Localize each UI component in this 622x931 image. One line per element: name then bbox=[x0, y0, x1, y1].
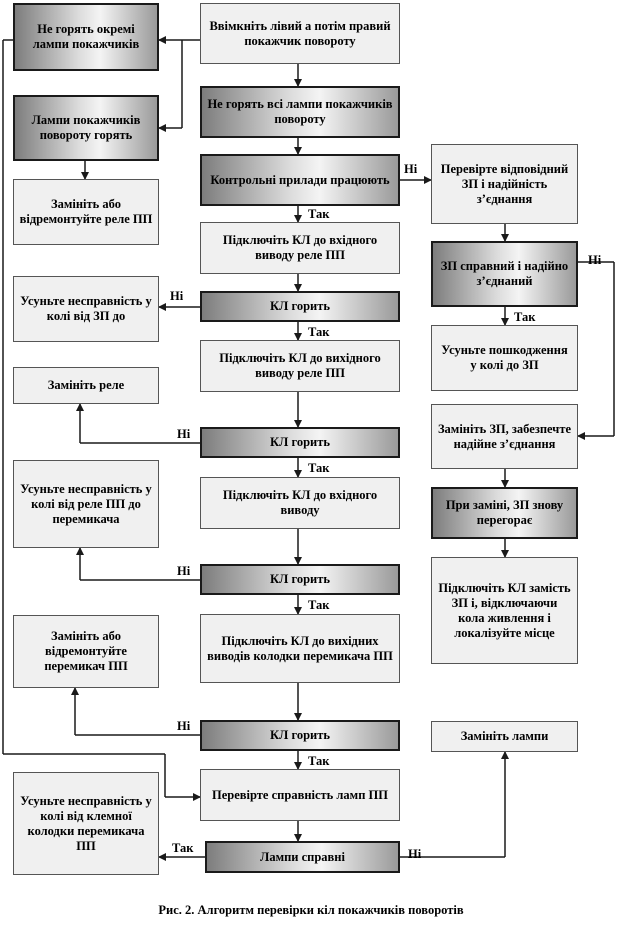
condition-kl-lights-2: КЛ горить bbox=[200, 427, 400, 458]
action-fix-circuit-from-terminal-block: Усуньте несправність у колі від клемної колодки перемикача ПП bbox=[13, 772, 159, 875]
label-yes: Так bbox=[308, 754, 330, 768]
condition-kl-lights-1: КЛ горить bbox=[200, 291, 400, 322]
action-replace-relay: Замініть реле bbox=[13, 367, 159, 404]
figure-caption: Рис. 2. Алгоритм перевірки кіл покажчиків поворотів bbox=[158, 903, 464, 917]
step-check-fuse: Перевірте відповідний ЗП і надійність з’єднання bbox=[431, 144, 578, 224]
step-check-lamps: Перевірте справність ламп ПП bbox=[200, 769, 400, 821]
step-turn-on-indicators: Ввімкніть лівий а потім правий покажчик повороту bbox=[200, 3, 400, 64]
condition-lamps-ok: Лампи справні bbox=[205, 841, 400, 873]
action-fix-damage-to-fuse: Усуньте пошкодження у колі до ЗП bbox=[431, 325, 578, 391]
action-fix-circuit-relay-to-switch: Усуньте несправність у колі від реле ПП до перемикача bbox=[13, 460, 159, 548]
label-no: Ні bbox=[404, 162, 418, 176]
action-replace-relay-pp: Замініть або відремонтуйте реле ПП bbox=[13, 179, 159, 245]
action-repair-switch-pp: Замініть або відремонтуйте перемикач ПП bbox=[13, 615, 159, 688]
label-yes: Так bbox=[308, 598, 330, 612]
label-no: Ні bbox=[177, 719, 191, 733]
step-connect-kl-switch-outputs: Підключіть КЛ до вихідних виводів колодки перемикача ПП bbox=[200, 614, 400, 683]
step-connect-kl-input: Підключіть КЛ до вхідного виводу bbox=[200, 477, 400, 529]
condition-fuse-ok: ЗП справний і надійно з’єднаний bbox=[431, 241, 578, 307]
label-yes: Так bbox=[514, 310, 536, 324]
condition-kl-lights-3: КЛ горить bbox=[200, 564, 400, 595]
step-connect-kl-instead-of-fuse: Підключіть КЛ замість ЗП і, відключаючи кола живлення і локалізуйте місце bbox=[431, 557, 578, 664]
step-connect-kl-relay-input: Підключіть КЛ до вхідного виводу реле ПП bbox=[200, 222, 400, 274]
label-yes: Так bbox=[308, 325, 330, 339]
condition-lamps-on: Лампи покажчиків повороту горять bbox=[13, 95, 159, 161]
condition-fuse-blows-again: При заміні, ЗП знову перегорає bbox=[431, 487, 578, 539]
condition-kl-lights-4: КЛ горить bbox=[200, 720, 400, 751]
action-replace-lamps: Замініть лампи bbox=[431, 721, 578, 752]
label-yes: Так bbox=[172, 841, 194, 855]
action-fix-circuit-from-fuse: Усуньте несправність у колі від ЗП до bbox=[13, 276, 159, 342]
condition-all-lamps-off: Не горять всі лампи покажчиків повороту bbox=[200, 86, 400, 138]
label-yes: Так bbox=[308, 461, 330, 475]
label-no: Ні bbox=[408, 847, 422, 861]
label-no: Ні bbox=[170, 289, 184, 303]
label-yes: Так bbox=[308, 207, 330, 221]
condition-some-lamps-off: Не горять окремі лампи покажчиків bbox=[13, 3, 159, 71]
step-connect-kl-relay-output: Підключіть КЛ до вихідного виводу реле ПП bbox=[200, 340, 400, 392]
label-no: Ні bbox=[177, 564, 191, 578]
label-no: Ні bbox=[588, 253, 602, 267]
label-no: Ні bbox=[177, 427, 191, 441]
condition-instruments-work: Контрольні прилади працюють bbox=[200, 154, 400, 206]
action-replace-fuse: Замініть ЗП, забезпечте надійне з’єднання bbox=[431, 404, 578, 469]
